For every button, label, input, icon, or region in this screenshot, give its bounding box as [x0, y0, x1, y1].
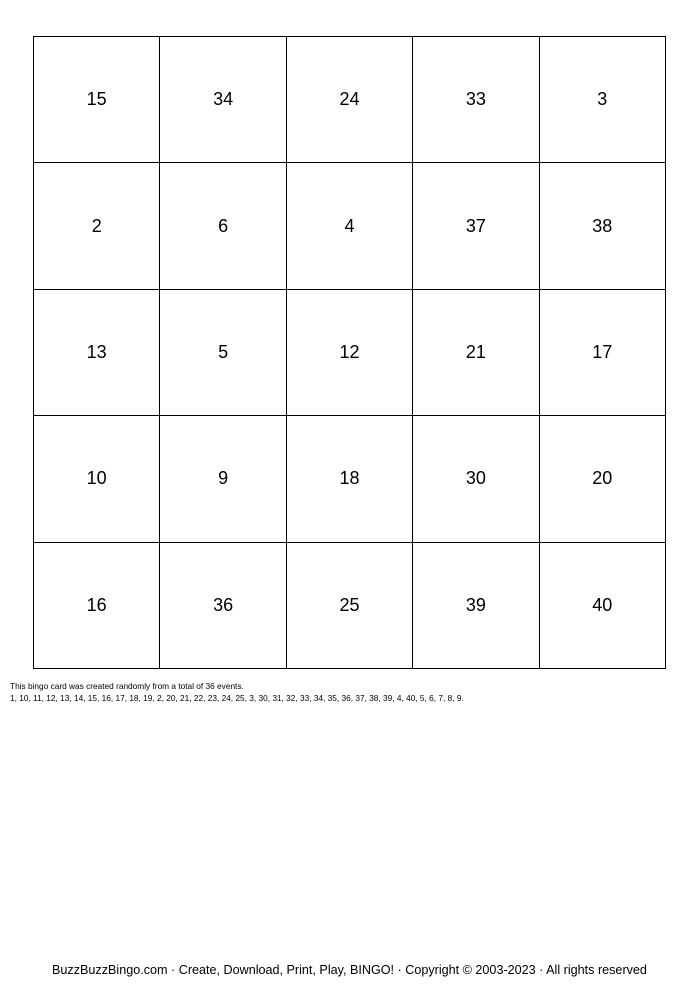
bingo-card-grid — [33, 36, 666, 669]
page-footer: BuzzBuzzBingo.com · Create, Download, Print, Play, BINGO! · Copyright © 2003-2023 · All rights reserved — [52, 963, 647, 977]
bingo-cell: 21 — [413, 290, 539, 416]
bingo-cell: 6 — [160, 163, 286, 289]
bingo-cell: 25 — [287, 543, 413, 669]
bingo-cell: 33 — [413, 37, 539, 163]
bingo-cell: 2 — [34, 163, 160, 289]
bingo-cell: 18 — [287, 416, 413, 542]
bingo-cell: 17 — [540, 290, 666, 416]
bingo-cell: 34 — [160, 37, 286, 163]
bingo-cell: 10 — [34, 416, 160, 542]
bingo-cell: 39 — [413, 543, 539, 669]
bingo-cell: 20 — [540, 416, 666, 542]
bingo-cell: 5 — [160, 290, 286, 416]
bingo-cell: 9 — [160, 416, 286, 542]
events-list: 1, 10, 11, 12, 13, 14, 15, 16, 17, 18, 19, 2, 20, 21, 22, 23, 24, 25, 3, 30, 31, 32, 33, 34, 35, 36, 37, 38, 39, 4, 40, 5, 6, 7, 8, 9. — [10, 693, 464, 703]
bingo-cell: 36 — [160, 543, 286, 669]
bingo-cell: 40 — [540, 543, 666, 669]
bingo-cell: 15 — [34, 37, 160, 163]
bingo-cell: 24 — [287, 37, 413, 163]
card-created-note: This bingo card was created randomly from a total of 36 events. — [10, 681, 244, 691]
bingo-cell: 30 — [413, 416, 539, 542]
bingo-cell: 13 — [34, 290, 160, 416]
bingo-cell: 12 — [287, 290, 413, 416]
bingo-cell: 3 — [540, 37, 666, 163]
bingo-cell: 4 — [287, 163, 413, 289]
bingo-cell: 37 — [413, 163, 539, 289]
bingo-cell: 16 — [34, 543, 160, 669]
bingo-cell: 38 — [540, 163, 666, 289]
